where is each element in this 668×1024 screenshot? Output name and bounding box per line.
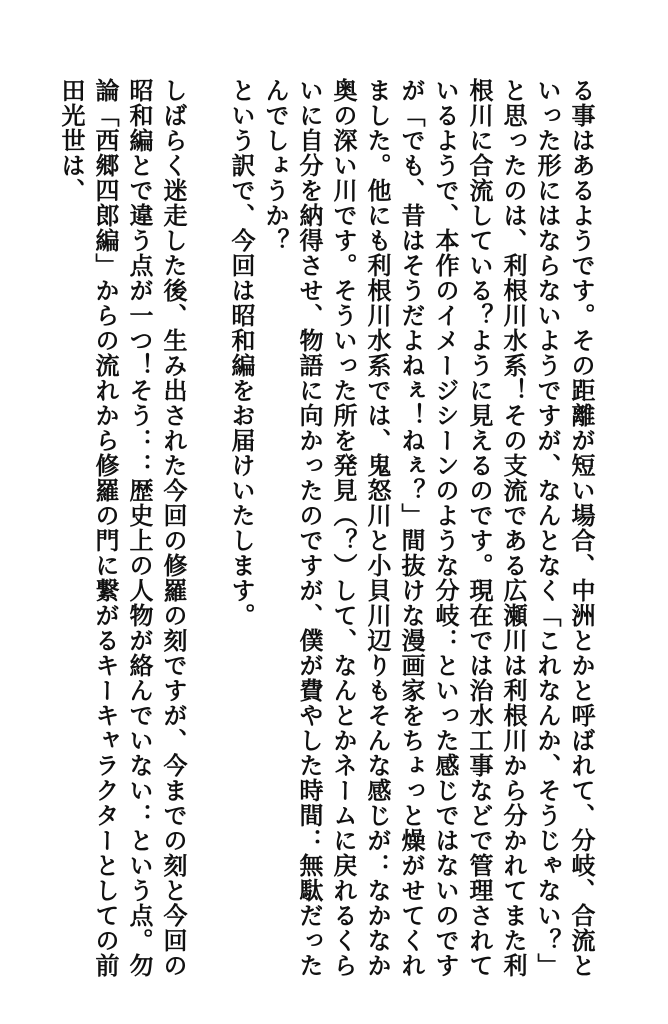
vertical-text-block	[54, 78, 598, 978]
paragraph-2: という訳で、今回は昭和編をお届けいたします。	[227, 78, 256, 628]
paragraph-1: る事はあるようです。その距離が短い場合、中洲とかと呼ばれて、分岐、合流といった形にはならないようですが、なんとなく「これなんか、そうじゃない？」と思ったのは、利根川水系！その支流である広瀬川は利根川から分かれてまた利根川に合流している？ように見えるのです。現在では治水工事などで管理されているようで、本作のイメージシーンのような分岐：といった感じではないのですが「でも、昔はそうだよねぇ！ねぇ？」間抜けな漫画家をちょっと燥がせてくれました。他にも利根川水系では、鬼怒川と小貝川辺りもそんな感じが：なかなか奥の深い川です。そういった所を発見（？）して、なんとかネームに戻れるくらいに自分を納得させ、物語に向かったのですが、僕が費やした時間：無駄だったんでしょうか？	[261, 78, 596, 978]
paragraph-3: しばらく迷走した後、生み出された今回の修羅の刻ですが、今までの刻と今回の昭和編とで違う点が一つ！そう：：歴史上の人物が絡んでいない：という点。勿論「西郷四郎編」からの流れから修羅の門に繋がるキーキャラクターとしての前田光世は、	[57, 78, 188, 978]
